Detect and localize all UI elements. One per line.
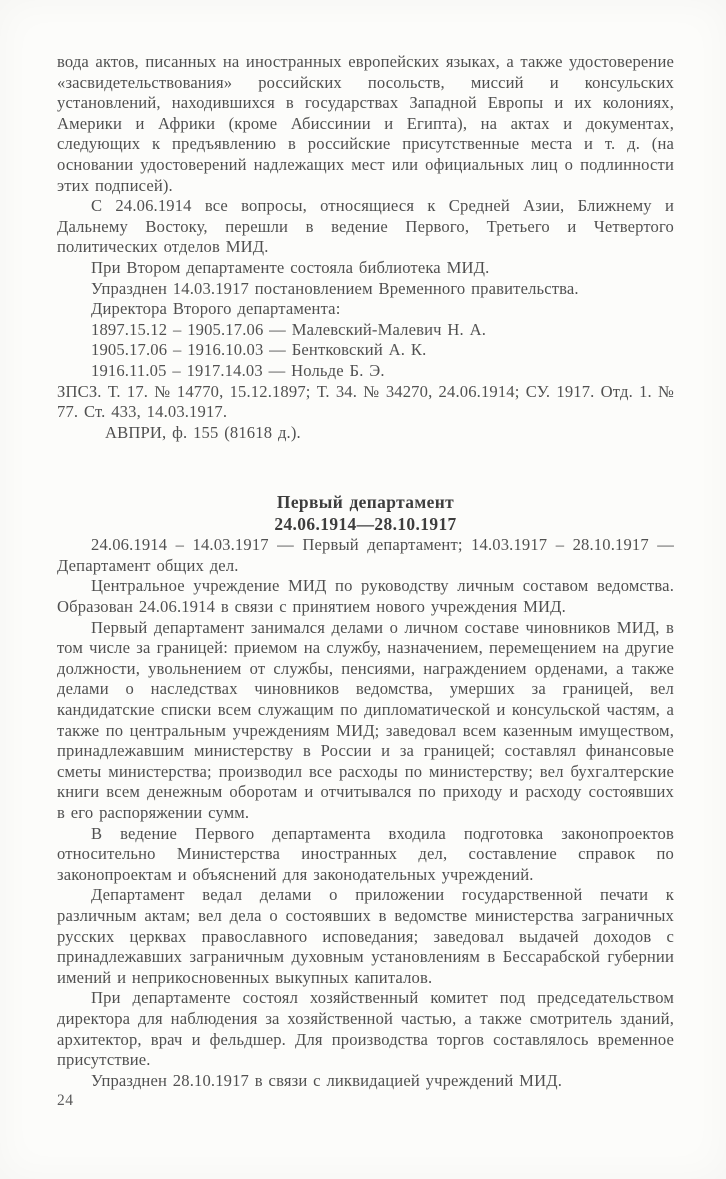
paragraph-overview: Центральное учреждение МИД по руководству личным составом ведомства. Образован 24.06.1914 в связи с принятием нового учреждения МИД. bbox=[57, 576, 674, 617]
paragraph-abolished-second: Упразднен 14.03.1917 постановлением Временного правительства. bbox=[91, 278, 579, 298]
section-heading-dates: 24.06.1914—28.10.1917 bbox=[274, 514, 457, 535]
director-entry: 1905.17.06 – 1916.10.03 — Бентковский А. К. bbox=[91, 340, 427, 360]
paragraph-seal: Департамент ведал делами о приложении государственной печати к различным актам; вел дела о состоявших в ведомстве министерства заграничных русских церквах православного исповедания; заведовал выдачей доходов с принадлежавших заграничным духовным установлениям в Бессарабской губернии имений и неприкосновенных выкупных капиталов. bbox=[57, 885, 674, 987]
section-heading-title: Первый департамент bbox=[276, 492, 455, 513]
paragraph-legislation: В ведение Первого департамента входила подготовка законопроектов относительно Министерства иностранных дел, составление справок по законопроектам и объяснений для законодательных учреждений. bbox=[57, 823, 674, 884]
paragraph-functions: Первый департамент занимался делами о личном составе чиновников МИД, в том числе за границей: приемом на службу, назначением, перемещением на другие должности, увольнением от службы, пенсиями, награждением орденами, а также делами о наследствах чиновников ведомства, умерших за границей, вел кандидатские списки всем служащим по дипломатической и консульской частям, а также по центральным учреждениям МИД; заведовал всем казенным имуществом, принадлежавшим министерству в России и за границей; составлял финансовые сметы министерства; производил все расходы по министерству; вел бухгалтерские книги всем денежным оборотам и отчитывался по приходу и расходу состоявших в его распоряжении сумм. bbox=[57, 617, 674, 822]
directors-label: Директора Второго департамента: bbox=[91, 299, 341, 319]
text-column bbox=[57, 52, 674, 1091]
references-paragraph: ЗПСЗ. Т. 17. № 14770, 15.12.1897; Т. 34. № 34270, 24.06.1914; СУ. 1917. Отд. 1. № 77. Ст. 433, 14.03.1917. bbox=[57, 381, 674, 422]
paragraph-abolished-first: Упразднен 28.10.1917 в связи с ликвидацией учреждений МИД. bbox=[91, 1070, 562, 1090]
page-number: 24 bbox=[57, 1092, 74, 1109]
paragraph-names: 24.06.1914 – 14.03.1917 — Первый департамент; 14.03.1917 – 28.10.1917 — Департамент общих дел. bbox=[57, 535, 674, 575]
director-entry: 1916.11.05 – 1917.14.03 — Нольде Б. Э. bbox=[91, 360, 385, 380]
section-heading bbox=[57, 491, 674, 535]
paragraph-committee: При департаменте состоял хозяйственный комитет под председательством директора для наблюдения за хозяйственной частью, а также смотритель зданий, архитектор, врач и фельдшер. Для производства торгов составлялось временное присутствие. bbox=[57, 988, 674, 1070]
paragraph-continuation: вода актов, писанных на иностранных европейских языках, а также удостоверение «засвидетельствования» российских посольств, миссий и консульских установлений, находившихся в государствах Западной Европы и их колониях, Америки и Африки (кроме Абиссинии и Египта), на актах и документах, следующих к предъявлению в российские присутственные места и т. д. (на основании удостоверений надлежащих мест или официальных лиц о подлинности этих подписей). bbox=[57, 52, 674, 195]
paragraph-library: При Втором департаменте состояла библиотека МИД. bbox=[91, 257, 490, 277]
paragraph-transfer: С 24.06.1914 все вопросы, относящиеся к Средней Азии, Ближнему и Дальнему Востоку, перешли в ведение Первого, Третьего и Четвертого политических отделов МИД. bbox=[57, 196, 674, 257]
director-entry: 1897.15.12 – 1905.17.06 — Малевский-Малевич Н. А. bbox=[91, 319, 487, 339]
archive-reference: АВПРИ, ф. 155 (81618 д.). bbox=[105, 422, 301, 442]
